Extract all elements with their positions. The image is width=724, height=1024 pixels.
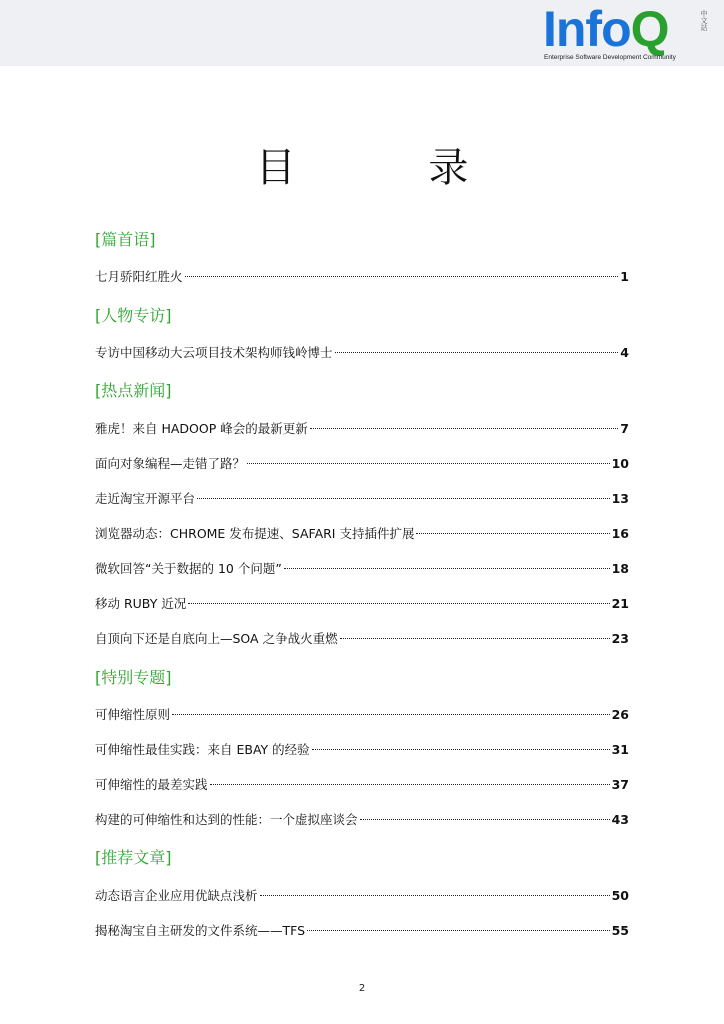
toc-entry-page: 26 <box>611 707 629 722</box>
toc-leader-dots <box>312 749 610 750</box>
toc-leader-dots <box>210 784 610 785</box>
section-heading: [特别专题] <box>95 668 172 687</box>
toc-entry-title: 可伸缩性最佳实践：来自 EBAY 的经验 <box>95 742 310 757</box>
toc-entry-page: 21 <box>611 596 629 611</box>
toc-leader-dots <box>260 895 610 896</box>
logo-wordmark <box>543 1 669 57</box>
toc-leader-dots <box>416 533 609 534</box>
toc-entry-title: 专访中国移动大云项目技术架构师钱岭博士 <box>95 345 333 360</box>
toc-entry[interactable] <box>95 418 629 440</box>
toc-leader-dots <box>307 930 610 931</box>
toc-entry[interactable] <box>95 342 629 364</box>
toc-entry-title: 面向对象编程—走错了路？ <box>95 456 246 471</box>
toc-entry-title: 微软回答“关于数据的 10 个问题” <box>95 561 282 576</box>
toc-entry-page: 7 <box>620 421 629 436</box>
toc-entry-title: 构建的可伸缩性和达到的性能：一个虚拟座谈会 <box>95 812 358 827</box>
toc-entry-title: 自顶向下还是自底向上—SOA 之争战火重燃 <box>95 631 338 646</box>
toc-entry-page: 23 <box>611 631 629 646</box>
toc-leader-dots <box>335 352 619 353</box>
toc-entry[interactable] <box>95 523 629 545</box>
toc-entry-title: 浏览器动态：CHROME 发布提速、SAFARI 支持插件扩展 <box>95 526 415 541</box>
toc-leader-dots <box>340 638 610 639</box>
section-heading: [人物专访] <box>95 306 172 325</box>
toc-entry-page: 16 <box>611 526 629 541</box>
toc-entry[interactable] <box>95 739 629 761</box>
toc-entry-page: 55 <box>611 923 629 938</box>
toc-entry-page: 18 <box>611 561 629 576</box>
toc-entry[interactable] <box>95 453 629 475</box>
toc-entry[interactable] <box>95 920 629 942</box>
toc-entry-title: 揭秘淘宝自主研发的文件系统——TFS <box>95 923 306 938</box>
toc-entry-title: 七月骄阳红胜火 <box>95 269 183 284</box>
toc-entry[interactable] <box>95 628 629 650</box>
toc-entry[interactable] <box>95 266 629 288</box>
toc-entry-page: 43 <box>611 812 629 827</box>
toc-entry[interactable] <box>95 774 629 796</box>
infoq-logo <box>543 1 719 64</box>
toc-leader-dots <box>360 819 610 820</box>
toc-entry-page: 4 <box>620 345 629 360</box>
toc-entry[interactable] <box>95 593 629 615</box>
toc-entry-page: 1 <box>620 269 629 284</box>
toc-entry-title: 雅虎！来自 HADOOP 峰会的最新更新 <box>95 421 308 436</box>
logo-q-text: Q <box>630 1 669 57</box>
toc-entry-page: 31 <box>611 742 629 757</box>
toc-entry-title: 移动 RUBY 近况 <box>95 596 187 611</box>
section-heading: [热点新闻] <box>95 381 172 400</box>
toc-entry-title: 动态语言企业应用优缺点浅析 <box>95 888 258 903</box>
toc-entry-page: 13 <box>611 491 629 506</box>
toc-entry-title: 可伸缩性原则 <box>95 707 171 722</box>
toc-entry-title: 可伸缩性的最差实践 <box>95 777 208 792</box>
page-number: 2 <box>358 983 366 994</box>
toc-entry[interactable] <box>95 488 629 510</box>
toc-entry-page: 37 <box>611 777 629 792</box>
logo-info-text: Info <box>543 1 631 57</box>
section-heading: [推荐文章] <box>95 848 172 867</box>
toc-leader-dots <box>310 428 619 429</box>
logo-side-text: 中文站 <box>700 10 707 31</box>
toc-leader-dots <box>185 276 619 277</box>
toc-leader-dots <box>284 568 610 569</box>
toc-leader-dots <box>172 714 610 715</box>
logo-tagline: Enterprise Software Development Community <box>544 54 676 61</box>
toc-entry[interactable] <box>95 704 629 726</box>
section-heading: [篇首语] <box>95 230 156 249</box>
toc-entry[interactable] <box>95 558 629 580</box>
toc-entry[interactable] <box>95 809 629 831</box>
toc-entry[interactable] <box>95 885 629 907</box>
toc-entry-title: 走近淘宝开源平台 <box>95 491 196 506</box>
toc-leader-dots <box>188 603 609 604</box>
page-title: 目 录 <box>255 145 529 191</box>
toc-entry-page: 50 <box>611 888 629 903</box>
toc-leader-dots <box>247 463 610 464</box>
toc-entry-page: 10 <box>611 456 629 471</box>
toc-leader-dots <box>197 498 610 499</box>
